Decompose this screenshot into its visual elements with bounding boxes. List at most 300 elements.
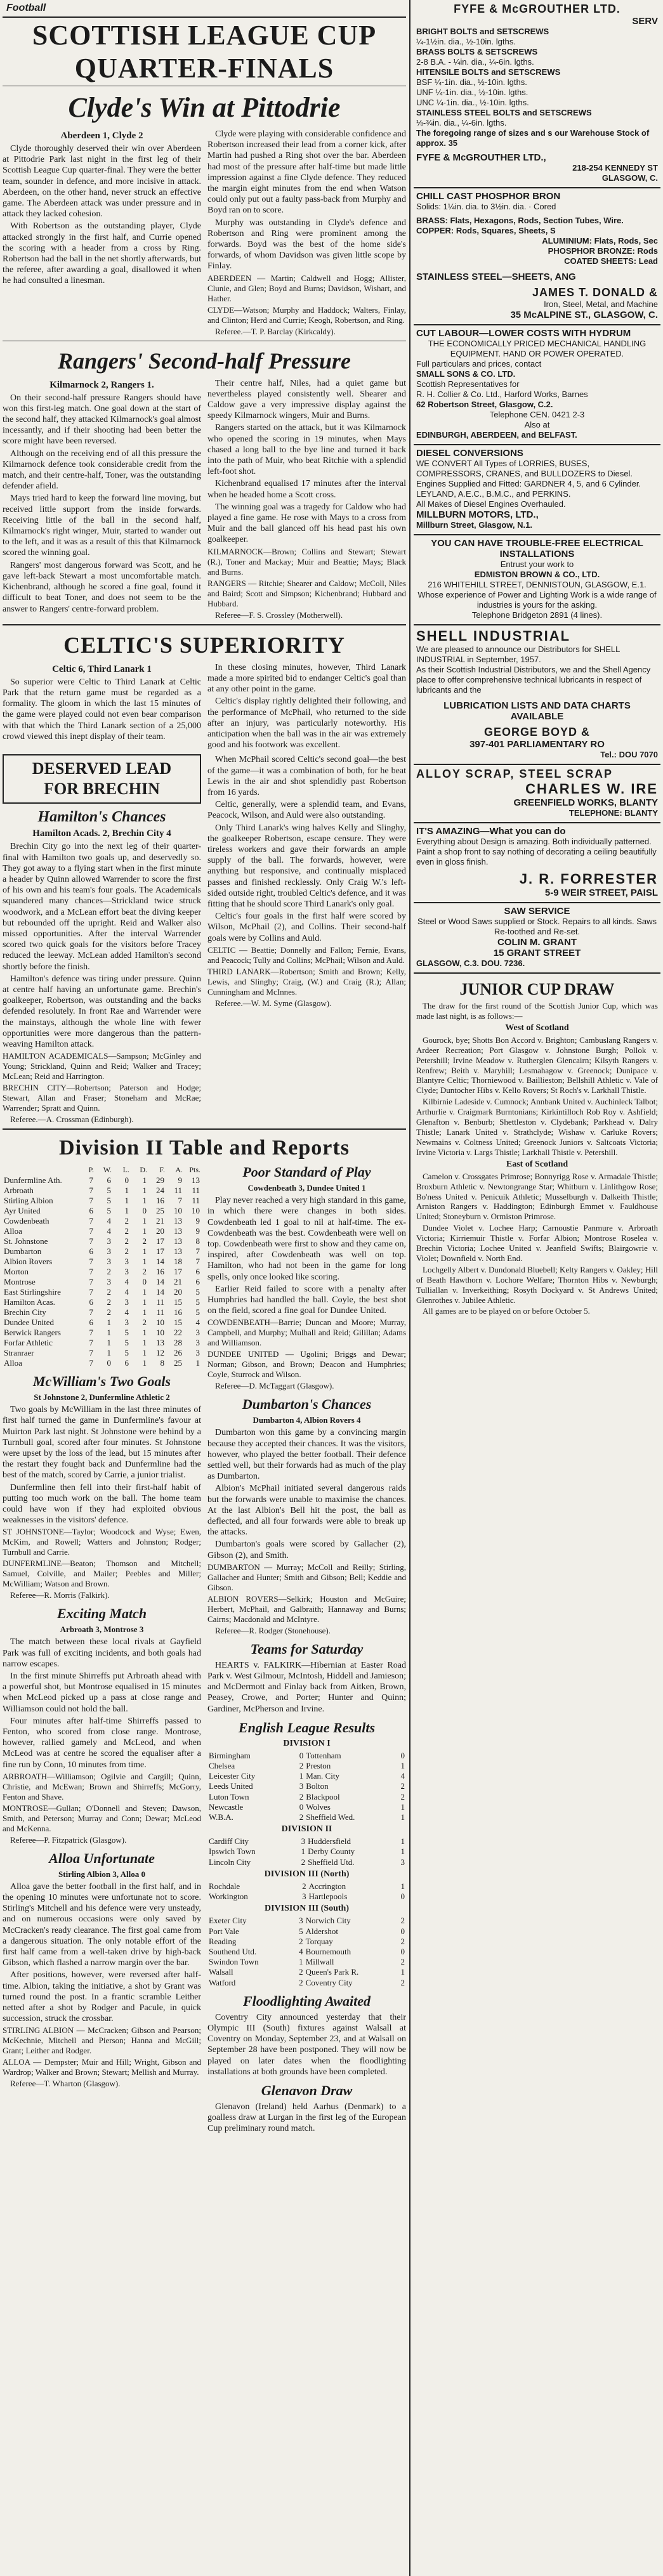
ad-line: BSF ¼-1in. dia., ½-10in. lgths. xyxy=(416,77,527,87)
league-team: Stirling Albion xyxy=(4,1196,53,1206)
league-cell: 0 xyxy=(142,1206,147,1216)
ad-line: STAINLESS STEEL BOLTS and SETSCREWS xyxy=(416,108,592,117)
league-header: D. xyxy=(140,1165,147,1175)
ad-line: Telephone CEN. 0421 2-3 xyxy=(489,410,585,419)
junior-subhead: West of Scotland xyxy=(505,1023,569,1033)
league-cell: 11 xyxy=(156,1297,164,1307)
junior-para: The draw for the first round of the Scottish Junior Cup, which was made last night, is as follows:— xyxy=(416,1001,658,1021)
league-row xyxy=(3,1257,201,1267)
ad-line: 15 GRANT STREET xyxy=(493,948,581,958)
result-home: Newcastle xyxy=(209,1801,244,1812)
ad-line: BRIGHT BOLTS and SETSCREWS xyxy=(416,27,549,36)
league-cell: 13 xyxy=(156,1338,164,1348)
ad-line: 397-401 PARLIAMENTARY RO xyxy=(469,739,605,750)
result-away: Queen's Park R. xyxy=(305,1967,359,1977)
eng-div3s-title: DIVISION III (South) xyxy=(264,1904,350,1914)
result-home: Chelsea xyxy=(209,1761,235,1771)
league-team: Hamilton Acas. xyxy=(4,1297,55,1307)
league-cell: 11 xyxy=(192,1186,200,1196)
result-home: W.B.A. xyxy=(209,1812,233,1822)
eng-div2-body xyxy=(207,1836,406,1867)
result-home: Lincoln City xyxy=(209,1857,251,1867)
league-cell: 2 xyxy=(107,1297,111,1307)
league-header: L. xyxy=(122,1165,129,1175)
result-away: Sheffield Utd. xyxy=(308,1857,355,1867)
result-away-score: 2 xyxy=(400,1977,405,1987)
eng-div1-table xyxy=(207,1751,406,1822)
result-away: Millwall xyxy=(305,1957,334,1967)
mcwilliam-team: DUNFERMLINE—Beaton; Thomson and Mitchell; Samuel, Colville, and Mailer; Peebles and Miller; McWilliam; Watson and Brown. xyxy=(3,1559,201,1589)
result-away-score: 4 xyxy=(400,1771,405,1781)
result-away: Sheffield Wed. xyxy=(306,1812,355,1822)
league-row xyxy=(3,1267,201,1277)
result-home-score: 2 xyxy=(299,1761,304,1771)
league-cell: 5 xyxy=(107,1186,111,1196)
league-team: Arbroath xyxy=(4,1186,34,1196)
result-row xyxy=(207,1967,406,1977)
league-cell: 28 xyxy=(174,1338,182,1348)
div2-headline: Division II Table and Reports xyxy=(59,1136,350,1160)
eng-div3n-title: DIVISION III (North) xyxy=(264,1869,350,1879)
ad-forrester xyxy=(414,823,660,903)
junior-para: Kilbirnie Ladeside v. Cumnock; Annbank United v. Auchinleck Talbot; Arthurlie v. Craigmark Burntonians; Kirkintilloch Rob Roy v. Ashfield; Glenafton v. Benburb; Shettleston v. Clydebank; Parkhead v. Dalry Thistle; Lanark United v. Strathclyde; Wishaw v. Carluke Rovers; Newmains v. Coltness United; Greenock Juniors v. Saltcoats Victoria; Irvine Victoria v. Largs Thistle; Larkhall Thistle v. Petershill. xyxy=(416,1097,658,1157)
result-home-score: 2 xyxy=(302,1881,306,1891)
clyde-para: Clyde thoroughly deserved their win over Aberdeen at Pittodrie Park last night in the first leg of their Scottish League Cup quarter-final. They were the better team, sounder in defence, and more incisive in attack. Aberdeen, on the other hand, never struck an effective game. The Aberdeen attack was under pressure and in attack they lacked cohesion. xyxy=(3,144,201,219)
cowden-team: DUNDEE UNITED — Ugolini; Briggs and Dewar; Norman; Gibson, and Brown; Deacon and Humphries; Coyle, Sturrock and Wilson. xyxy=(207,1349,406,1380)
league-cell: 7 xyxy=(178,1196,182,1206)
league-cell: 10 xyxy=(174,1206,182,1216)
exciting-headline: Exciting Match xyxy=(56,1605,147,1622)
league-cell: 6 xyxy=(89,1246,93,1257)
celtic-para: Celtic, generally, were a splendid team, and Evans, Peacock, Wilson, and Auld were also outstanding. xyxy=(207,800,406,821)
league-cell: 20 xyxy=(174,1287,182,1297)
celtic-para: When McPhail scored Celtic's second goal—the best of the game—it was a combination of both, for he beat Lewis in the air and shot splendidly past Robertson from 16 yards. xyxy=(207,755,406,797)
result-away-score: 0 xyxy=(400,1946,405,1956)
clyde-team: ABERDEEN — Martin; Caldwell and Hogg; Allister, Clunie, and Glen; Boyd and Burns; Davidson, Wishart, and Hather. xyxy=(207,273,406,303)
mcwilliam-team: ST JOHNSTONE—Taylor; Woodcock and Wyse; Ewen, McKim, and Rowell; Watters and Johnston; Rodger; Turnbull and Carrie. xyxy=(3,1527,201,1557)
ad-line: GLASGOW, C. xyxy=(601,173,658,183)
junior-para: All games are to be played on or before October 5. xyxy=(423,1306,590,1316)
league-cell: 6 xyxy=(89,1317,93,1328)
ad-bronze xyxy=(414,188,660,325)
league-cell: 16 xyxy=(174,1307,182,1317)
result-away-score: 2 xyxy=(400,1791,405,1801)
ad-line: UNC ¼-1in. dia., ½-10in. lgths. xyxy=(416,98,529,107)
result-away-score: 2 xyxy=(400,1936,405,1946)
league-cell: 4 xyxy=(195,1317,200,1328)
league-header: Pts. xyxy=(189,1165,200,1175)
league-team: Dunfermline Ath. xyxy=(4,1175,62,1186)
ad-line: Telephone Bridgeton 2891 (4 lines). xyxy=(471,610,603,620)
result-away: Bournemouth xyxy=(305,1946,351,1956)
league-cell: 3 xyxy=(107,1236,111,1246)
ad-line: WE CONVERT All Types of LORRIES, BUSES, COMPRESSORS, CRANES, and BULLDOZERS to Diesel. xyxy=(416,459,633,478)
ad-line: PHOSPHOR BRONZE: Rods xyxy=(548,246,658,256)
result-away: Blackpool xyxy=(306,1791,340,1801)
ad-diesel xyxy=(414,445,660,535)
league-cell: 14 xyxy=(156,1287,164,1297)
league-row xyxy=(3,1226,201,1236)
league-cell: 3 xyxy=(124,1297,129,1307)
league-cell: 2 xyxy=(142,1317,147,1328)
mcwilliam-referee: Referee—R. Morris (Falkirk). xyxy=(10,1590,110,1600)
rangers-para: Their centre half, Niles, had a quiet game but nevertheless played consistently well. Shearer and Caldow gave a very impressive display against the speedy Kilmarnock wingers, Muir and Burns. xyxy=(207,378,406,421)
league-cell: 3 xyxy=(124,1317,129,1328)
ad-line: Whose experience of Power and Lighting Work is a wide range of industries is yours for the asking. xyxy=(417,590,657,610)
alloa-para: After positions, however, were reversed after half-time. Albion, taking the initiative, a shot by Grant was turned round the post. In a frantic scramble Leither netted after a shot by Rodger and Pacule, in quick succession, struck the crossbar. xyxy=(3,1970,201,2024)
league-team: Alloa xyxy=(4,1226,22,1236)
rule xyxy=(3,624,406,625)
result-row xyxy=(207,1881,406,1892)
league-cell: 6 xyxy=(195,1267,200,1277)
result-away-score: 1 xyxy=(400,1967,405,1977)
ad-line: UNF ¼-1in. dia., ½-10in. lgths. xyxy=(416,88,528,97)
celtic-columns xyxy=(3,662,406,752)
brechin-headline-1: DESERVED LEAD xyxy=(32,759,172,778)
league-cell: 1 xyxy=(107,1328,111,1338)
teams-para: HEARTS v. FALKIRK—Hibernian at Easter Road Park v. West Gilmour, McIntosh, Hiddell and Jamieson; and McDermott and Finlay back from Aitken, Brown, Peasey, Crowe, and Porter; Hunter and Quinn; Gardiner, McPherson and Irvine. xyxy=(207,1660,406,1714)
league-row xyxy=(3,1317,201,1328)
result-away: Coventry City xyxy=(305,1977,353,1987)
brechin-headline-2: FOR BRECHIN xyxy=(44,780,160,799)
result-away: Man. City xyxy=(306,1771,339,1781)
ad-line: 62 Robertson Street, Glasgow, C.2. xyxy=(416,400,553,409)
league-team: East Stirlingshire xyxy=(4,1287,61,1297)
league-cell: 25 xyxy=(156,1206,164,1216)
league-cell: 14 xyxy=(156,1277,164,1287)
celtic-team: CELTIC — Beattie; Donnelly and Fallon; Fernie, Evans, and Peacock; Tully and Collins; McPhail; Wilson and Auld. xyxy=(207,945,406,965)
eng-div1-body xyxy=(207,1751,406,1822)
result-home-score: 3 xyxy=(299,1916,303,1926)
result-home-score: 4 xyxy=(299,1946,303,1956)
alloa-team: ALLOA — Dempster; Muir and Hill; Wright, Gibson and Wardrop; Walker and Brown; Stewart; Mellish and Murray. xyxy=(3,2057,201,2077)
result-row xyxy=(207,1926,406,1937)
result-row xyxy=(207,1751,406,1761)
league-cell: 4 xyxy=(124,1277,129,1287)
celtic-para: So superior were Celtic to Third Lanark at Celtic Park that the return game must be regarded as a formality. The gloom in which the last 15 minutes of the game were played could not even bear comparison with that which the Third Lanark section of a 25,000 crowd viewed this inept display of their team. xyxy=(3,677,201,742)
cowden-headline: Poor Standard of Play xyxy=(242,1164,371,1180)
ad-line: ALUMINIUM: Flats, Rods, Sec xyxy=(542,236,658,245)
celtic-para: In these closing minutes, however, Third Lanark made a more spirited bid to endanger Celtic's goal than at any other point in the game. xyxy=(207,662,406,695)
league-cell: 1 xyxy=(142,1348,147,1358)
league-cell: 1 xyxy=(142,1257,147,1267)
result-home-score: 2 xyxy=(299,1812,304,1822)
league-team: Montrose xyxy=(4,1277,36,1287)
junior-para: Lochgelly Albert v. Dundonald Bluebell; Kelty Rangers v. Oakley; Hill of Beath Hawthorn v. Lochore Welfare; Thornton Hibs v. Newburgh; Tulliallan v. Inverkeithing; Rosyth Dockyard v. St Andrews United; Glenrothes v. Jubilee Athletic. xyxy=(416,1264,658,1305)
ad-line: LUBRICATION LISTS AND DATA CHARTS AVAILABLE xyxy=(443,700,631,722)
celtic-score: Celtic 6, Third Lanark 1 xyxy=(52,664,152,674)
result-row xyxy=(207,1978,406,1988)
ad-fyfe-title: FYFE & McGROUTHER LTD. xyxy=(454,3,620,15)
league-cell: 1 xyxy=(124,1186,129,1196)
cowden-team: COWDENBEATH—Barrie; Duncan and Moore; Murray, Campbell, and Murphy; Mulhall and Reid; Gilillan; Adams and Williamson. xyxy=(207,1317,406,1348)
ad-line: COPPER: Rods, Squares, Sheets, S xyxy=(416,226,556,235)
league-cell: 7 xyxy=(89,1307,93,1317)
result-home-score: 2 xyxy=(299,1936,303,1946)
ad-line: EDMISTON BROWN & CO., LTD. xyxy=(474,570,600,579)
result-away-score: 1 xyxy=(400,1847,405,1857)
result-away: Preston xyxy=(306,1761,331,1771)
celtic-col-2 xyxy=(207,662,406,752)
teams-headline: Teams for Saturday xyxy=(250,1640,364,1657)
league-body xyxy=(3,1175,201,1368)
brechin-team: BRECHIN CITY—Robertson; Paterson and Hodge; Stewart, Allan and Fraser; Stoneham and McRae; Warrender; Spratt and Quinn. xyxy=(3,1083,201,1113)
league-cell: 10 xyxy=(192,1206,200,1216)
league-cell: 0 xyxy=(124,1175,129,1186)
league-cell: 1 xyxy=(124,1206,129,1216)
result-away: Aldershot xyxy=(305,1926,338,1936)
league-team: Brechin City xyxy=(4,1307,46,1317)
league-cell: 4 xyxy=(107,1216,111,1226)
league-team: Dundee United xyxy=(4,1317,55,1328)
league-cell: 7 xyxy=(89,1226,93,1236)
league-cell: 24 xyxy=(156,1186,164,1196)
result-away-score: 0 xyxy=(400,1750,405,1760)
junior-subhead: East of Scotland xyxy=(506,1159,568,1169)
league-cell: 10 xyxy=(156,1317,164,1328)
rangers-col-2 xyxy=(207,378,406,622)
result-row xyxy=(207,1847,406,1857)
dumb-para: Dumbarton won this game by a convincing margin because they accepted their chances. It was the visitors, however, who played the better football. Their defence settled well, but their forwards had as much of the play as Dumbarton. xyxy=(207,1428,406,1482)
result-row xyxy=(207,1781,406,1791)
league-cell: 5 xyxy=(195,1307,200,1317)
league-cell: 14 xyxy=(156,1257,164,1267)
ad-alloy xyxy=(414,765,660,823)
league-cell: 3 xyxy=(195,1338,200,1348)
brechin-para: Hamilton's defence was tiring under pressure. Quinn at centre half having an unfortunate game. Brechin's goalkeeper, Robertson, was outstanding and the backs defended resolutely. In front Rae and Warrender were the mainstays, although the whole line with fewer opportunities were more dangerous than the pattern-weaving Hamilton attack. xyxy=(3,974,201,1049)
headline-line1: SCOTTISH LEAGUE CUP xyxy=(32,20,377,51)
league-cell: 7 xyxy=(89,1338,93,1348)
league-cell: 5 xyxy=(124,1348,129,1358)
league-cell: 21 xyxy=(174,1277,182,1287)
result-away-score: 3 xyxy=(400,1857,405,1867)
league-team: Albion Rovers xyxy=(4,1257,53,1267)
cowden-para: Play never reached a very high standard in this game, in which there were changes in both sides. Cowdenbeath led 1 goal to nil at half-time. The ex-Cowdenbeath was the best. Cowdenbeath were well on top. Cowdenbeath were first to show and they came on, inspired, after Cowdenbeath was well on top. Hamilton, who had not been in the game for long spells, only once looked like scoring. xyxy=(207,1196,406,1282)
league-cell: 0 xyxy=(107,1358,111,1368)
ad-alloy-title: ALLOY SCRAP, STEEL SCRAP xyxy=(416,768,614,780)
league-row xyxy=(3,1328,201,1338)
result-away: Torquay xyxy=(305,1936,333,1946)
ad-line: TELEPHONE: BLANTY xyxy=(568,808,658,818)
eng-headline: English League Results xyxy=(238,1719,376,1736)
junior-headline: JUNIOR CUP DRAW xyxy=(459,980,615,998)
league-cell: 15 xyxy=(174,1297,182,1307)
ad-saw xyxy=(414,903,660,974)
ad-line: CHARLES W. IRE xyxy=(525,781,658,797)
rangers-para: Although on the receiving end of all this pressure the Kilmarnock defence took considerable credit from the match, and their centre-half, Toner, was the outstanding defender afield. xyxy=(3,448,201,492)
league-cell: 2 xyxy=(142,1267,147,1277)
ad-fyfe-sub: SERV xyxy=(632,16,658,27)
league-cell: 3 xyxy=(107,1257,111,1267)
celtic-para: Celtic's four goals in the first half were scored by Wilson, McPhail (2), and Collins. Their second-half goals were by Collins and Auld. xyxy=(207,912,406,943)
result-row xyxy=(207,1892,406,1902)
league-cell: 2 xyxy=(107,1267,111,1277)
league-cell: 26 xyxy=(174,1348,182,1358)
mcwilliam-para: Two goals by McWilliam in the last three minutes of first half turned the game in Dunfermline's favour at Muirton Park last night. St Johnstone were behind by a Turnbull goal, scored after four minutes. St Johnstone were upset by the loss of the lead, but 15 minutes after the restart they fought back and Dunfermline had the best of the match, scored by Carrie, a junior trialist. xyxy=(3,1405,201,1481)
result-away: Accrington xyxy=(308,1881,346,1891)
result-home-score: 2 xyxy=(299,1791,304,1801)
ad-line: BRASS: Flats, Hexagons, Rods, Section Tubes, Wire. xyxy=(416,216,624,225)
rangers-para: On their second-half pressure Rangers should have won this first-leg match. One goal down at the start of the second half, they attacked Kilmarnock's goal almost incessantly, and if their shooting had been better the score might have been reversed. xyxy=(3,393,201,447)
glenavon-headline: Glenavon Draw xyxy=(261,2082,353,2098)
result-away-score: 0 xyxy=(400,1892,405,1902)
mcwilliam-headline: McWilliam's Two Goals xyxy=(32,1373,171,1390)
league-cell: 7 xyxy=(89,1196,93,1206)
div2-col-1 xyxy=(3,1164,201,2135)
div2-columns xyxy=(3,1164,406,2135)
celtic-col-3 xyxy=(207,754,406,1127)
div2-col-2 xyxy=(207,1164,406,2135)
celtic-col-1 xyxy=(3,662,201,752)
rule xyxy=(3,1128,406,1130)
result-away-score: 1 xyxy=(400,1812,405,1822)
result-away-score: 1 xyxy=(400,1836,405,1847)
league-cell: 6 xyxy=(107,1175,111,1186)
cowden-score: Cowdenbeath 3, Dundee United 1 xyxy=(247,1183,366,1193)
result-away-score: 2 xyxy=(400,1916,405,1926)
result-home: Leicester City xyxy=(209,1771,256,1781)
league-cell: 1 xyxy=(107,1348,111,1358)
cowden-para: Earlier Reid failed to score with a penalty after Humphries had handled the ball. Coyle, the best shot on the field, scored a fine goal for Dundee United. xyxy=(207,1284,406,1316)
league-cell: 1 xyxy=(142,1358,147,1368)
ad-hydrum xyxy=(414,325,660,445)
ad-diesel-title: DIESEL CONVERSIONS xyxy=(416,448,523,459)
alloa-headline: Alloa Unfortunate xyxy=(49,1850,155,1866)
league-cell: 12 xyxy=(156,1348,164,1358)
league-cell: 1 xyxy=(142,1175,147,1186)
dumb-team: ALBION ROVERS—Selkirk; Houston and McGuire; Herbert, McPhail, and Galbraith; Hannaway and Burns; Cairns; Macdonald and McIntyre. xyxy=(207,1593,406,1624)
mcwilliam-para: Dunfermline then fell into their first-half habit of putting too much work on the ball. The home team could have won if they had exploited obvious weaknesses in the visitors' defence. xyxy=(3,1482,201,1526)
result-home: Watford xyxy=(209,1977,236,1987)
result-home-score: 2 xyxy=(299,1977,303,1987)
result-away: Tottenham xyxy=(306,1750,341,1760)
ad-line: SMALL SONS & CO. LTD. xyxy=(416,369,516,379)
league-cell: 17 xyxy=(156,1236,164,1246)
league-cell: 5 xyxy=(195,1297,200,1307)
league-cell: 3 xyxy=(107,1246,111,1257)
league-cell: 29 xyxy=(156,1175,164,1186)
league-row xyxy=(3,1206,201,1216)
brechin-referee: Referee.—A. Crossman (Edinburgh). xyxy=(10,1115,134,1125)
result-row xyxy=(207,1771,406,1781)
league-cell: 9 xyxy=(178,1175,182,1186)
league-cell: 4 xyxy=(107,1226,111,1236)
brechin-score: Hamilton Acads. 2, Brechin City 4 xyxy=(32,828,171,839)
league-cell: 7 xyxy=(89,1267,93,1277)
result-row xyxy=(207,1761,406,1771)
ad-line: GEORGE BOYD & xyxy=(483,726,591,738)
ad-line: BRASS BOLTS & SETSCREWS xyxy=(416,47,538,56)
brechin-subhead: Hamilton's Chances xyxy=(37,809,166,826)
league-row xyxy=(3,1297,201,1307)
eng-div3s-body xyxy=(207,1916,406,1987)
league-row xyxy=(3,1216,201,1226)
ad-line: Steel or Wood Saws supplied or Stock. Repairs to all kinds. Saws Re-toothed and Re-set. xyxy=(417,917,657,936)
league-table xyxy=(3,1164,201,1368)
ad-line: R. H. Collier & Co. Ltd., Harford Works, Barnes xyxy=(416,389,588,399)
ad-donald-title: JAMES T. DONALD & xyxy=(532,286,658,299)
exciting-referee: Referee—P. Fitzpatrick (Glasgow). xyxy=(10,1834,127,1845)
exciting-para: Four minutes after half-time Shirreffs passed to Fenton, who scored from close range. Montrose, however, rallied gamely and McLeod, and when McLeod was at centre he scored the equaliser after a fine run by Conn, 10 minutes from time. xyxy=(3,1716,201,1770)
league-cell: 16 xyxy=(156,1267,164,1277)
league-cell: 1 xyxy=(142,1338,147,1348)
result-away: Huddersfield xyxy=(308,1836,351,1847)
league-cell: 1 xyxy=(142,1328,147,1338)
result-home: Luton Town xyxy=(209,1791,249,1801)
league-cell: 6 xyxy=(124,1358,129,1368)
result-away: Norwich City xyxy=(305,1916,351,1926)
clyde-score: Aberdeen 1, Clyde 2 xyxy=(60,131,143,141)
league-cell: 22 xyxy=(174,1328,182,1338)
eng-div3s-table xyxy=(207,1916,406,1987)
rangers-headline: Rangers' Second-half Pressure xyxy=(57,348,351,374)
clyde-team: CLYDE—Watson; Murphy and Haddock; Walters, Finlay, and Clinton; Herd and Currie; Keogh, Robertson, and Ring. xyxy=(207,304,406,325)
result-away-score: 2 xyxy=(400,1781,405,1791)
ad-line: Millburn Street, Glasgow, N.1. xyxy=(416,520,532,530)
ad-line: ⅛-¾in. dia., ¼-6in. lgths. xyxy=(416,118,507,127)
result-row xyxy=(207,1947,406,1957)
league-cell: 5 xyxy=(107,1206,111,1216)
ad-line: GREENFIELD WORKS, BLANTY xyxy=(513,797,658,808)
result-row xyxy=(207,1937,406,1947)
league-cell: 1 xyxy=(142,1216,147,1226)
brechin-para: Brechin City go into the next leg of their quarter-final with Hamilton two goals up, and deservedly so. They got away to a flying start when in the first minute a header by Quinn allowed Warrender to score the first of his own and his team's four goals. The Academicals squandered many chances—Strickland twice struck woodwork, and a McLean effort beat the diving keeper but rebounded off the upright. Reid and Walker also missed opportunities. After the interval Warrender scored two quick goals for the visitors before Tracey reduced the leeway. McLean added Hamilton's second shortly before the finish. xyxy=(3,842,201,972)
clyde-para: Clyde were playing with considerable confidence and Robertson increased their lead from a corner kick, after Martin had pushed a Ring shot over the bar. Aberdeen had most of the pressure after half-time but made little impression against a fine Clyde defence. They reduced the margin eight minutes from the end when Watson could only put out a faulty pass-back from Murphy and Boyd ran on to score. xyxy=(207,129,406,216)
league-team: Ayr United xyxy=(4,1206,41,1216)
rangers-para: Mays tried hard to keep the forward line moving, but received little support from the inside forwards. Receiving little of the ball in the second half, Kilmarnock's right winger, Muir, started to wander out to the left, and it was as a result of this that Kilmarnock scored the winning goal. xyxy=(3,494,201,558)
ad-line: EDINBURGH, ABERDEEN, and BELFAST. xyxy=(416,430,577,440)
result-row xyxy=(207,1916,406,1926)
ad-line: 216 WHITEHILL STREET, DENNISTOUN, GLASGOW, E.1. xyxy=(428,580,647,589)
dumb-para: Dumbarton's goals were scored by Gallacher (2), Gibson (2), and Smith. xyxy=(207,1540,406,1560)
ad-line: J. R. FORRESTER xyxy=(519,871,658,887)
league-row xyxy=(3,1186,201,1196)
celtic-team: THIRD LANARK—Robertson; Smith and Brown; Kelly, Lewis, and Slinghy; Craig, (W.) and Craig (R.); Allan; Cunningham and McInnes. xyxy=(207,966,406,997)
league-cell: 7 xyxy=(195,1257,200,1267)
league-cell: 13 xyxy=(174,1226,182,1236)
league-cell: 9 xyxy=(195,1216,200,1226)
flood-headline: Floodlighting Awaited xyxy=(242,1992,371,2009)
result-away: Hartlepools xyxy=(308,1892,348,1902)
celtic-headline: CELTIC'S SUPERIORITY xyxy=(63,632,345,658)
ad-line: The foregoing range of sizes and s our Warehouse Stock of approx. 35 xyxy=(416,128,650,148)
league-cell: 8 xyxy=(160,1358,164,1368)
league-cell: 1 xyxy=(142,1297,147,1307)
league-cell: 5 xyxy=(124,1338,129,1348)
league-cell: 2 xyxy=(142,1236,147,1246)
junior-para: Camelon v. Crossgates Primrose; Bonnyrigg Rose v. Armadale Thistle; Broxburn Athletic v. Newtongrange Star; Whitburn v. Linlithgow Rose; Bo'ness United v. Penicuik Athletic; Musselburgh v. Dalkeith Thistle; Arniston Rangers v. Haddington; Edinburgh Emmet v. Fauldhouse United; Stoneyburn v. Ormiston Primrose. xyxy=(416,1171,658,1222)
celtic-para: Only Third Lanark's wing halves Kelly and Slinghy, the goalkeeper Robertson, escape censure. They were tireless workers and gave their forwards an ample supply of the ball. The forwards, however, were anything but responsive, and continually misplaced passes and finished recklessly. Only Craig W.'s left-sided outside right, troubled Celtic's defence, and it was fitting that he should score Third Lanark's only goal. xyxy=(207,823,406,909)
rangers-score: Kilmarnock 2, Rangers 1. xyxy=(49,379,154,390)
league-cell: 7 xyxy=(89,1348,93,1358)
league-cell: 7 xyxy=(89,1287,93,1297)
result-row xyxy=(207,1836,406,1847)
league-cell: 13 xyxy=(174,1216,182,1226)
league-cell: 10 xyxy=(156,1328,164,1338)
ad-line: HITENSILE BOLTS and SETSCREWS xyxy=(416,67,561,77)
ad-line: Iron, Steel, Metal, and Machine xyxy=(544,299,658,309)
ad-edmiston xyxy=(414,535,660,625)
clyde-headline: Clyde's Win at Pittodrie xyxy=(68,92,341,123)
alloa-para: Alloa gave the better football in the first half, and in the opening 10 minutes were unfortunate not to score. Stirling's Mitchell and his defence were very unsteady, and on numerous occasions were only saved by McCracken's ready clearance. The first goal came from a dangerous situation. The only notable effort of the first half came from a well-taken drive by high-back Gibson, which flashed a narrow margin over the bar. xyxy=(3,1881,201,1968)
ad-line: MILLBURN MOTORS, LTD., xyxy=(416,509,539,520)
league-team: Cowdenbeath xyxy=(4,1216,49,1226)
league-cell: 2 xyxy=(107,1287,111,1297)
result-home-score: 0 xyxy=(299,1750,304,1760)
league-cell: 11 xyxy=(156,1307,164,1317)
league-team: Stranraer xyxy=(4,1348,34,1358)
league-row xyxy=(3,1287,201,1297)
